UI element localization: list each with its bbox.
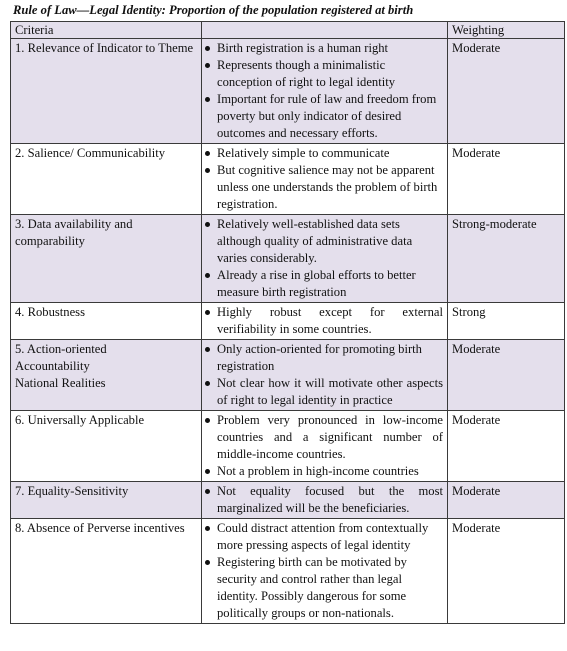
list-item	[205, 216, 443, 267]
bullet-text: Only action-oriented for promoting birth registration	[217, 342, 422, 373]
table-row	[11, 303, 565, 340]
bullet-text: Relatively simple to communicate	[217, 146, 390, 160]
list-item	[205, 57, 443, 91]
table-row	[11, 411, 565, 482]
bullet-text: Problem very pronounced in low-income countries and a significant number of middle-income countries.	[217, 413, 443, 461]
bullet-icon	[205, 46, 210, 51]
list-item	[205, 267, 443, 301]
bullet-icon	[205, 63, 210, 68]
table-row	[11, 215, 565, 303]
bullet-text: Could distract attention from contextually more pressing aspects of legal identity	[217, 521, 429, 552]
weighting-cell: Moderate	[448, 340, 565, 411]
list-item	[205, 520, 443, 554]
bullet-list	[205, 341, 443, 409]
list-item	[205, 91, 443, 142]
criterion-cell: 2. Salience/ Communicability	[11, 144, 202, 215]
criterion-line: 5. Action-oriented	[15, 342, 107, 356]
list-item	[205, 162, 443, 213]
bullet-text: But cognitive salience may not be apparent unless one understands the problem of birth registration.	[217, 163, 438, 211]
bullet-icon	[205, 222, 210, 227]
header-weighting: Weighting	[448, 22, 565, 39]
bullet-text: Not clear how it will motivate other aspects of right to legal identity in practice	[217, 376, 443, 407]
weighting-cell: Strong-moderate	[448, 215, 565, 303]
list-item	[205, 463, 443, 480]
notes-cell	[202, 215, 448, 303]
criterion-line: Accountability	[15, 359, 90, 373]
criterion-cell: 1. Relevance of Indicator to Theme	[11, 39, 202, 144]
list-item	[205, 554, 443, 622]
notes-cell	[202, 519, 448, 624]
bullet-icon	[205, 168, 210, 173]
criterion-cell: 4. Robustness	[11, 303, 202, 340]
list-item	[205, 40, 443, 57]
list-item	[205, 304, 443, 338]
weighting-cell: Moderate	[448, 39, 565, 144]
table-row	[11, 519, 565, 624]
list-item	[205, 145, 443, 162]
list-item	[205, 341, 443, 375]
table-row	[11, 144, 565, 215]
notes-cell	[202, 39, 448, 144]
bullet-icon	[205, 526, 210, 531]
bullet-text: Represents though a minimalistic conception of right to legal identity	[217, 58, 396, 89]
criterion-cell	[11, 340, 202, 411]
list-item	[205, 412, 443, 463]
bullet-text: Not a problem in high-income countries	[217, 464, 419, 478]
bullet-icon	[205, 273, 210, 278]
bullet-text: Relatively well-established data sets although quality of administrative data varies considerably.	[217, 217, 413, 265]
notes-cell	[202, 303, 448, 340]
notes-cell	[202, 411, 448, 482]
notes-cell	[202, 482, 448, 519]
bullet-icon	[205, 381, 210, 386]
bullet-icon	[205, 347, 210, 352]
criterion-cell: 3. Data availability and comparability	[11, 215, 202, 303]
bullet-text: Registering birth can be motivated by security and control rather than legal identity. Possibly dangerous for some politically groups or non-nationals.	[217, 555, 407, 620]
notes-cell	[202, 340, 448, 411]
criterion-cell: 8. Absence of Perverse incentives	[11, 519, 202, 624]
bullet-icon	[205, 469, 210, 474]
bullet-icon	[205, 310, 210, 315]
list-item	[205, 483, 443, 517]
bullet-list	[205, 412, 443, 480]
bullet-list	[205, 304, 443, 338]
header-criteria: Criteria	[11, 22, 202, 39]
table-row	[11, 482, 565, 519]
bullet-list	[205, 520, 443, 622]
bullet-list	[205, 216, 443, 301]
bullet-list	[205, 145, 443, 213]
weighting-cell: Moderate	[448, 144, 565, 215]
table-row	[11, 340, 565, 411]
header-blank	[202, 22, 448, 39]
criterion-cell: 6. Universally Applicable	[11, 411, 202, 482]
bullet-list	[205, 483, 443, 517]
bullet-text: Highly robust except for external verifiability in some countries.	[217, 305, 443, 336]
bullet-text: Already a rise in global efforts to better measure birth registration	[217, 268, 416, 299]
criterion-line: National Realities	[15, 376, 106, 390]
bullet-icon	[205, 97, 210, 102]
bullet-text: Not equality focused but the most marginalized will be the beneficiaries.	[217, 484, 443, 515]
weighting-cell: Moderate	[448, 519, 565, 624]
list-item	[205, 375, 443, 409]
bullet-icon	[205, 489, 210, 494]
bullet-list	[205, 40, 443, 142]
weighting-cell: Moderate	[448, 411, 565, 482]
table-row	[11, 39, 565, 144]
notes-cell	[202, 144, 448, 215]
bullet-icon	[205, 151, 210, 156]
bullet-icon	[205, 560, 210, 565]
bullet-text: Birth registration is a human right	[217, 41, 389, 55]
criteria-table	[10, 21, 565, 624]
table-header-row	[11, 22, 565, 39]
weighting-cell: Strong	[448, 303, 565, 340]
bullet-icon	[205, 418, 210, 423]
criterion-cell: 7. Equality-Sensitivity	[11, 482, 202, 519]
bullet-text: Important for rule of law and freedom from poverty but only indicator of desired outcomes and necessary efforts.	[217, 92, 437, 140]
table-title: Rule of Law—Legal Identity: Proportion of the population registered at birth	[13, 3, 414, 17]
weighting-cell: Moderate	[448, 482, 565, 519]
